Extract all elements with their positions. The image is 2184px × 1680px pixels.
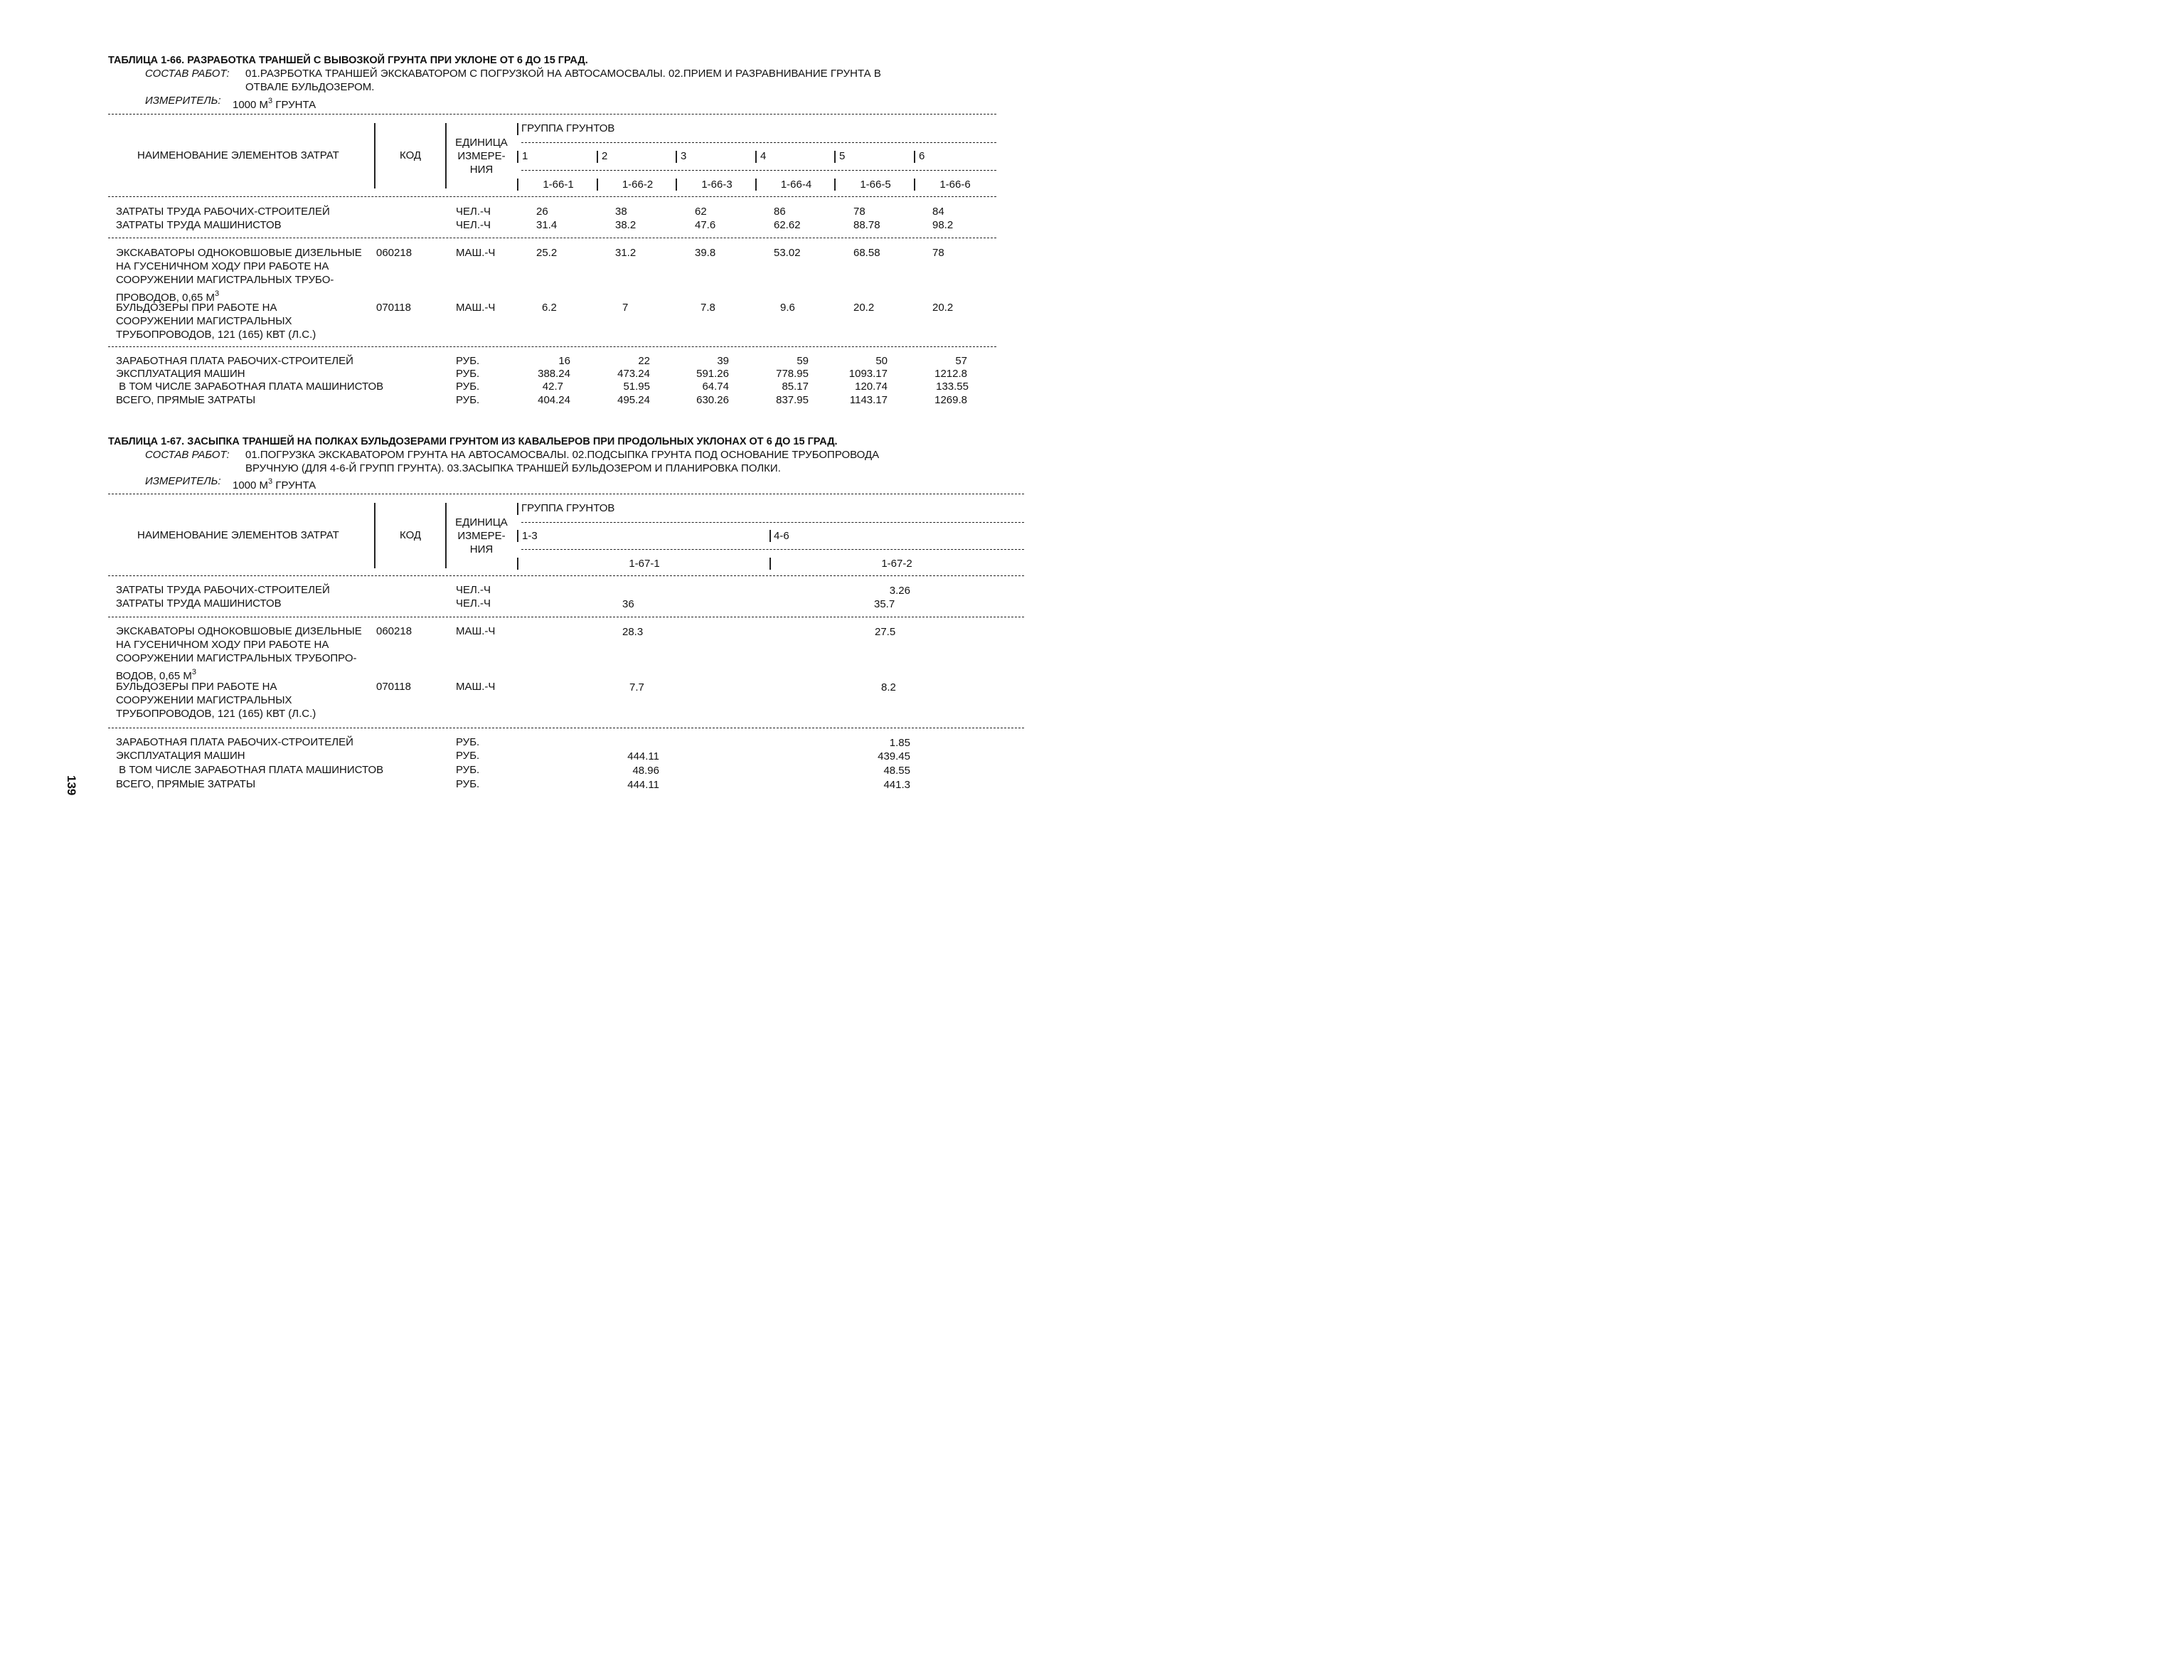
norm-code: 1-66-2 bbox=[622, 179, 654, 191]
cell-value: 591.26 bbox=[696, 368, 729, 380]
measure-label: ИЗМЕРИТЕЛЬ: bbox=[145, 475, 221, 487]
row-unit: РУБ. bbox=[456, 736, 480, 748]
column-rule bbox=[517, 151, 518, 163]
column-rule bbox=[517, 179, 518, 191]
header-unit: ИЗМЕРЕ- bbox=[457, 530, 506, 542]
cell-value: 1093.17 bbox=[848, 368, 888, 380]
row-name: ВОДОВ, 0,65 $М^3$ bbox=[116, 668, 196, 682]
divider bbox=[521, 522, 1024, 523]
header-group: ГРУППА ГРУНТОВ bbox=[521, 122, 615, 134]
cell-value: 59 bbox=[797, 355, 809, 367]
column-rule bbox=[769, 558, 771, 570]
row-unit: ЧЕЛ.-Ч bbox=[456, 597, 491, 610]
cell-value: 51.95 bbox=[623, 381, 650, 393]
row-name: В ТОМ ЧИСЛЕ ЗАРАБОТНАЯ ПЛАТА МАШИНИСТОВ bbox=[116, 764, 384, 776]
row-unit: РУБ. bbox=[456, 394, 480, 406]
row-unit: МАШ.-Ч bbox=[456, 247, 496, 259]
header-code: КОД bbox=[400, 529, 422, 541]
header-unit: НИЯ bbox=[469, 543, 494, 555]
group-number: 3 bbox=[681, 150, 687, 162]
divider bbox=[108, 196, 996, 197]
row-name: БУЛЬДОЗЕРЫ ПРИ РАБОТЕ НА bbox=[116, 681, 277, 693]
cell-value: 7.8 bbox=[701, 302, 715, 314]
row-unit: РУБ. bbox=[456, 778, 480, 790]
row-code: 060218 bbox=[376, 625, 412, 637]
cell-value: 778.95 bbox=[776, 368, 809, 380]
cell-value: 1212.8 bbox=[934, 368, 967, 380]
row-name: СООРУЖЕНИИ МАГИСТРАЛЬНЫХ ТРУБОПРО- bbox=[116, 652, 357, 664]
row-name: НА ГУСЕНИЧНОМ ХОДУ ПРИ РАБОТЕ НА bbox=[116, 639, 329, 651]
column-rule bbox=[517, 530, 518, 542]
cell-value: 439.45 bbox=[878, 750, 910, 762]
cell-value: 85.17 bbox=[782, 381, 809, 393]
group-number: 2 bbox=[602, 150, 608, 162]
row-name: ЭКСПЛУАТАЦИЯ МАШИН bbox=[116, 368, 245, 380]
cell-value: 8.2 bbox=[881, 681, 896, 693]
cell-value: 1143.17 bbox=[849, 394, 888, 406]
table-title: ТАБЛИЦА 1-67. ЗАСЫПКА ТРАНШЕЙ НА ПОЛКАХ БУЛЬДОЗЕРАМИ ГРУНТОМ ИЗ КАВАЛЬЕРОВ ПРИ ПРОДОЛЬНЫХ УКЛОНАХ ОТ 6 ДО 15 ГРАД. bbox=[108, 436, 838, 447]
row-unit: ЧЕЛ.-Ч bbox=[456, 584, 491, 596]
cell-value: 28.3 bbox=[622, 626, 644, 638]
composition-line: 01.РАЗРБОТКА ТРАНШЕЙ ЭКСКАВАТОРОМ С ПОГРУЗКОЙ НА АВТОСАМОСВАЛЫ. 02.ПРИЕМ И РАЗРАВНИВАНИЕ ГРУНТА В bbox=[245, 68, 881, 80]
row-unit: РУБ. bbox=[456, 750, 480, 762]
row-unit: РУБ. bbox=[456, 355, 480, 367]
cell-value: 78 bbox=[853, 206, 865, 218]
cell-value: 26 bbox=[536, 206, 548, 218]
row-unit: МАШ.-Ч bbox=[456, 302, 496, 314]
cell-value: 35.7 bbox=[874, 598, 895, 610]
cell-value: 38 bbox=[615, 206, 627, 218]
cell-value: 88.78 bbox=[853, 219, 880, 231]
row-name: ЗАРАБОТНАЯ ПЛАТА РАБОЧИХ-СТРОИТЕЛЕЙ bbox=[116, 355, 353, 367]
row-name: НА ГУСЕНИЧНОМ ХОДУ ПРИ РАБОТЕ НА bbox=[116, 260, 329, 272]
cell-value: 20.2 bbox=[932, 302, 954, 314]
cell-value: 388.24 bbox=[538, 368, 570, 380]
cell-value: 3.26 bbox=[889, 585, 910, 597]
cell-value: 57 bbox=[955, 355, 967, 367]
cell-value: 120.74 bbox=[855, 381, 888, 393]
cell-value: 27.5 bbox=[875, 626, 896, 638]
row-name: ЗАТРАТЫ ТРУДА МАШИНИСТОВ bbox=[116, 597, 282, 610]
cell-value: 78 bbox=[932, 247, 944, 259]
norm-code: 1-67-1 bbox=[629, 558, 660, 570]
cell-value: 62.62 bbox=[774, 219, 801, 231]
group-number: 1-3 bbox=[522, 530, 538, 542]
cell-value: 86 bbox=[774, 206, 786, 218]
row-unit: ЧЕЛ.-Ч bbox=[456, 219, 491, 231]
divider bbox=[108, 346, 996, 347]
cell-value: 64.74 bbox=[702, 381, 729, 393]
cell-value: 473.24 bbox=[617, 368, 650, 380]
column-rule bbox=[769, 530, 771, 542]
column-rule bbox=[755, 151, 757, 163]
row-unit: РУБ. bbox=[456, 381, 480, 393]
group-number: 1 bbox=[522, 150, 528, 162]
cell-value: 837.95 bbox=[776, 394, 809, 406]
group-number: 4 bbox=[760, 150, 767, 162]
cell-value: 42.7 bbox=[542, 381, 563, 393]
row-name: ЗАТРАТЫ ТРУДА МАШИНИСТОВ bbox=[116, 219, 282, 231]
cell-value: 50 bbox=[875, 355, 888, 367]
column-rule bbox=[834, 179, 836, 191]
cell-value: 22 bbox=[638, 355, 650, 367]
cell-value: 98.2 bbox=[932, 219, 954, 231]
row-unit: РУБ. bbox=[456, 368, 480, 380]
group-number: 4-6 bbox=[774, 530, 789, 542]
divider bbox=[521, 170, 996, 171]
cell-value: 7 bbox=[622, 302, 629, 314]
column-rule bbox=[597, 179, 598, 191]
row-code: 070118 bbox=[376, 302, 411, 314]
cell-value: 36 bbox=[622, 598, 634, 610]
cell-value: 1269.8 bbox=[934, 394, 967, 406]
page-number: 139 bbox=[65, 775, 78, 796]
group-number: 6 bbox=[919, 150, 925, 162]
column-rule bbox=[517, 503, 518, 515]
row-unit: ЧЕЛ.-Ч bbox=[456, 206, 491, 218]
cell-value: 630.26 bbox=[696, 394, 729, 406]
divider bbox=[108, 114, 996, 115]
cell-value: 1.85 bbox=[889, 737, 910, 749]
header-group: ГРУППА ГРУНТОВ bbox=[521, 502, 615, 514]
cell-value: 39 bbox=[717, 355, 729, 367]
row-name: ТРУБОПРОВОДОВ, 121 (165) КВТ (Л.С.) bbox=[116, 708, 316, 720]
column-rule bbox=[517, 123, 518, 135]
column-rule bbox=[676, 179, 677, 191]
row-name: ЭКСКАВАТОРЫ ОДНОКОВШОВЫЕ ДИЗЕЛЬНЫЕ bbox=[116, 247, 362, 259]
row-name: ПРОВОДОВ, 0,65 $М^3$ bbox=[116, 289, 220, 304]
row-name: ВСЕГО, ПРЯМЫЕ ЗАТРАТЫ bbox=[116, 394, 256, 406]
cell-value: 441.3 bbox=[883, 779, 910, 791]
cell-value: 84 bbox=[932, 206, 944, 218]
cell-value: 6.2 bbox=[542, 302, 557, 314]
measure-value: 1000 $М^3$ ГРУНТА bbox=[233, 97, 316, 111]
column-rule bbox=[676, 151, 677, 163]
norm-code: 1-66-6 bbox=[939, 179, 971, 191]
column-rule bbox=[374, 123, 375, 188]
cell-value: 38.2 bbox=[615, 219, 636, 231]
header-unit: ЕДИНИЦА bbox=[455, 516, 508, 528]
group-number: 5 bbox=[839, 150, 846, 162]
cell-value: 16 bbox=[558, 355, 570, 367]
column-rule bbox=[914, 179, 915, 191]
column-rule bbox=[517, 558, 518, 570]
cell-value: 7.7 bbox=[629, 681, 644, 693]
cell-value: 48.55 bbox=[883, 765, 910, 777]
column-rule bbox=[914, 151, 915, 163]
row-unit: МАШ.-Ч bbox=[456, 681, 496, 693]
composition-line: ВРУЧНУЮ (ДЛЯ 4-6-Й ГРУПП ГРУНТА). 03.ЗАСЫПКА ТРАНШЕЙ БУЛЬДОЗЕРОМ И ПЛАНИРОВКА ПОЛКИ. bbox=[245, 462, 781, 474]
row-name: СООРУЖЕНИИ МАГИСТРАЛЬНЫХ bbox=[116, 315, 292, 327]
divider bbox=[108, 575, 1024, 576]
cell-value: 68.58 bbox=[853, 247, 880, 259]
cell-value: 53.02 bbox=[774, 247, 801, 259]
cell-value: 495.24 bbox=[617, 394, 650, 406]
row-code: 070118 bbox=[376, 681, 411, 693]
row-unit: МАШ.-Ч bbox=[456, 625, 496, 637]
header-name: НАИМЕНОВАНИЕ ЭЛЕМЕНТОВ ЗАТРАТ bbox=[137, 149, 339, 161]
divider bbox=[521, 549, 1024, 550]
row-name: ЗАТРАТЫ ТРУДА РАБОЧИХ-СТРОИТЕЛЕЙ bbox=[116, 584, 330, 596]
row-name: ЗАРАБОТНАЯ ПЛАТА РАБОЧИХ-СТРОИТЕЛЕЙ bbox=[116, 736, 353, 748]
row-code: 060218 bbox=[376, 247, 412, 259]
header-name: НАИМЕНОВАНИЕ ЭЛЕМЕНТОВ ЗАТРАТ bbox=[137, 529, 339, 541]
cell-value: 39.8 bbox=[695, 247, 716, 259]
header-unit: НИЯ bbox=[469, 164, 494, 176]
cell-value: 31.4 bbox=[536, 219, 558, 231]
row-name: ТРУБОПРОВОДОВ, 121 (165) КВТ (Л.С.) bbox=[116, 329, 316, 341]
row-unit: РУБ. bbox=[456, 764, 480, 776]
norm-code: 1-67-2 bbox=[881, 558, 912, 570]
row-name: В ТОМ ЧИСЛЕ ЗАРАБОТНАЯ ПЛАТА МАШИНИСТОВ bbox=[116, 381, 384, 393]
cell-value: 444.11 bbox=[627, 750, 659, 762]
table-title: ТАБЛИЦА 1-66. РАЗРАБОТКА ТРАНШЕЙ С ВЫВОЗКОЙ ГРУНТА ПРИ УКЛОНЕ ОТ 6 ДО 15 ГРАД. bbox=[108, 55, 588, 66]
row-name: СООРУЖЕНИИ МАГИСТРАЛЬНЫХ bbox=[116, 694, 292, 706]
norm-code: 1-66-3 bbox=[701, 179, 733, 191]
header-unit: ЕДИНИЦА bbox=[455, 137, 508, 149]
cell-value: 25.2 bbox=[536, 247, 558, 259]
cell-value: 47.6 bbox=[695, 219, 716, 231]
column-rule bbox=[597, 151, 598, 163]
row-name: ЭКСКАВАТОРЫ ОДНОКОВШОВЫЕ ДИЗЕЛЬНЫЕ bbox=[116, 625, 362, 637]
cell-value: 133.55 bbox=[936, 381, 969, 393]
row-name: ЗАТРАТЫ ТРУДА РАБОЧИХ-СТРОИТЕЛЕЙ bbox=[116, 206, 330, 218]
composition-label: СОСТАВ РАБОТ: bbox=[145, 68, 230, 80]
row-name: СООРУЖЕНИИ МАГИСТРАЛЬНЫХ ТРУБО- bbox=[116, 274, 334, 286]
column-rule bbox=[755, 179, 757, 191]
norm-code: 1-66-4 bbox=[780, 179, 812, 191]
row-name: ВСЕГО, ПРЯМЫЕ ЗАТРАТЫ bbox=[116, 778, 256, 790]
cell-value: 62 bbox=[695, 206, 707, 218]
cell-value: 9.6 bbox=[780, 302, 795, 314]
cell-value: 20.2 bbox=[853, 302, 875, 314]
row-name: ЭКСПЛУАТАЦИЯ МАШИН bbox=[116, 750, 245, 762]
cell-value: 404.24 bbox=[538, 394, 570, 406]
cell-value: 444.11 bbox=[627, 779, 659, 791]
cell-value: 31.2 bbox=[615, 247, 636, 259]
column-rule bbox=[374, 503, 375, 568]
composition-label: СОСТАВ РАБОТ: bbox=[145, 449, 230, 461]
composition-line: ОТВАЛЕ БУЛЬДОЗЕРОМ. bbox=[245, 81, 375, 93]
measure-value: 1000 $М^3$ ГРУНТА bbox=[233, 477, 316, 491]
column-rule bbox=[834, 151, 836, 163]
cell-value: 48.96 bbox=[632, 765, 659, 777]
divider bbox=[521, 142, 996, 143]
header-code: КОД bbox=[400, 149, 422, 161]
composition-line: 01.ПОГРУЗКА ЭКСКАВАТОРОМ ГРУНТА НА АВТОСАМОСВАЛЫ. 02.ПОДСЫПКА ГРУНТА ПОД ОСНОВАНИЕ ТРУБОПРОВОДА bbox=[245, 449, 880, 461]
row-name: БУЛЬДОЗЕРЫ ПРИ РАБОТЕ НА bbox=[116, 302, 277, 314]
measure-label: ИЗМЕРИТЕЛЬ: bbox=[145, 95, 221, 107]
header-unit: ИЗМЕРЕ- bbox=[457, 150, 506, 162]
norm-code: 1-66-1 bbox=[543, 179, 574, 191]
norm-code: 1-66-5 bbox=[860, 179, 891, 191]
